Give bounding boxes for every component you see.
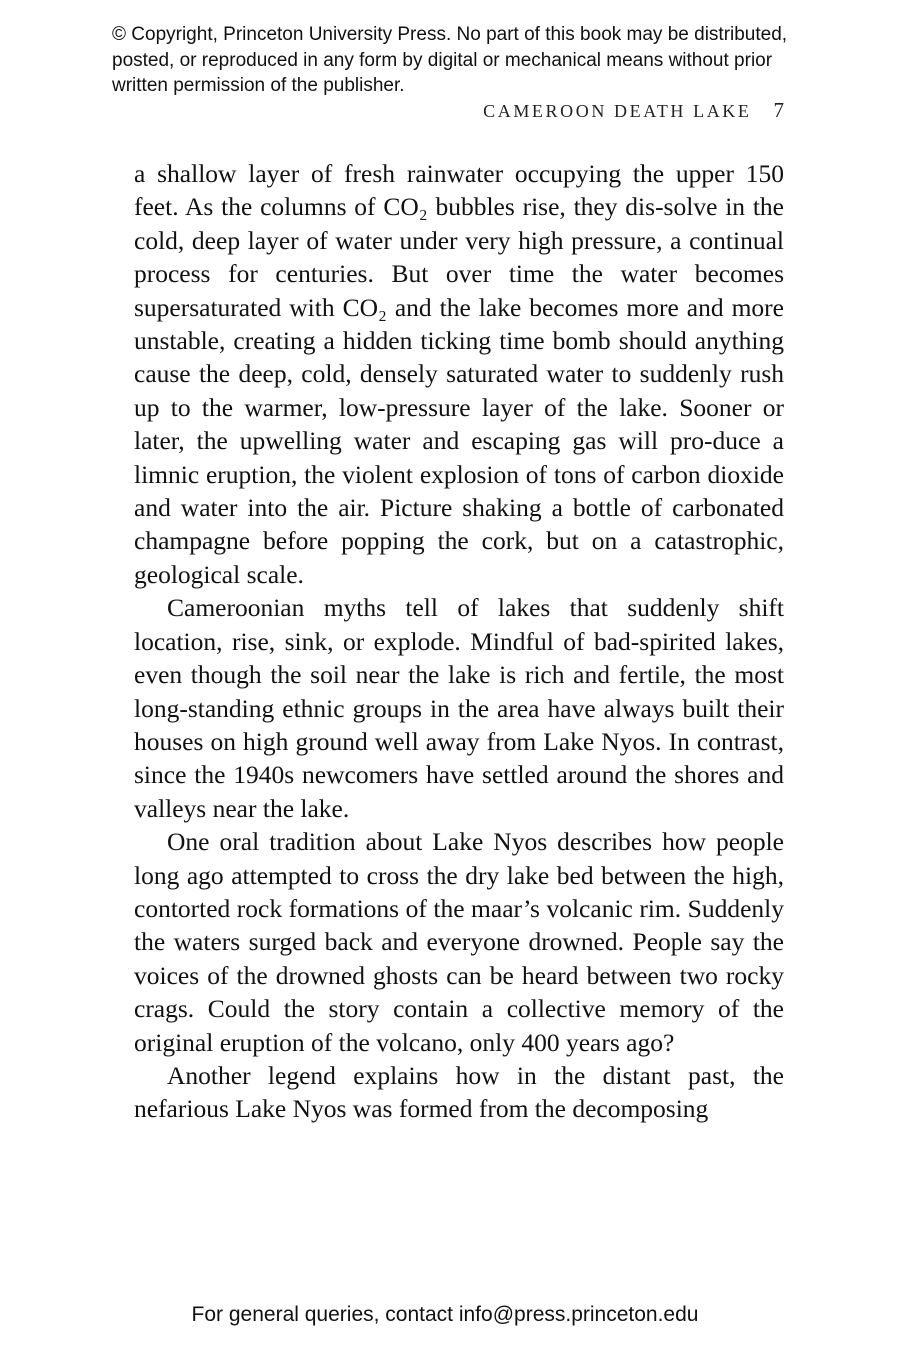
paragraph-3: One oral tradition about Lake Nyos describes how people long ago attempted to cross the dry lake bed between the high, contorted rock formations of the maar’s volcanic rim. Suddenly the waters surged back and everyone drowned. People say the voices of the drowned ghosts can be heard between two rocky crags. Could the story contain a collective memory of the original eruption of the volcano, only 400 years ago? <box>134 827 784 1057</box>
page-number: 7 <box>773 98 784 122</box>
body-text <box>134 157 784 1126</box>
running-head-title: CAMEROON DEATH LAKE <box>483 101 752 121</box>
footer-contact: For general queries, contact info@press.princeton.edu <box>191 1303 699 1326</box>
copyright-notice: © Copyright, Princeton University Press. No part of this book may be distributed, posted, or reproduced in any form by digital or mechanical means without prior written permission of the publisher. <box>112 24 788 96</box>
paragraph-4: Another legend explains how in the distant past, the nefarious Lake Nyos was formed from the decomposing <box>134 1060 784 1124</box>
paragraph-1: a shallow layer of fresh rainwater occupying the upper 150 feet. As the columns of CO₂ bubbles rise, they dis-solve in the cold, deep layer of water under very high pressure, a continual process for centuries. But over time the water becomes supersaturated with CO₂ and the lake becomes more and more unstable, creating a hidden ticking time bomb should anything cause the deep, cold, densely saturated water to suddenly rush up to the warmer, low-pressure layer of the lake. Sooner or later, the upwelling water and escaping gas will pro-duce a limnic eruption, the violent explosion of tons of carbon dioxide and water into the air. Picture shaking a bottle of carbonated champagne before popping the cork, but on a catastrophic, geological scale. <box>134 159 784 589</box>
running-head <box>483 98 784 123</box>
paragraph-2: Cameroonian myths tell of lakes that suddenly shift location, rise, sink, or explode. Mindful of bad-spirited lakes, even though the soil near the lake is rich and fertile, the most long-standing ethnic groups in the area have always built their houses on high ground well away from Lake Nyos. In contrast, since the 1940s newcomers have settled around the shores and valleys near the lake. <box>134 593 784 823</box>
